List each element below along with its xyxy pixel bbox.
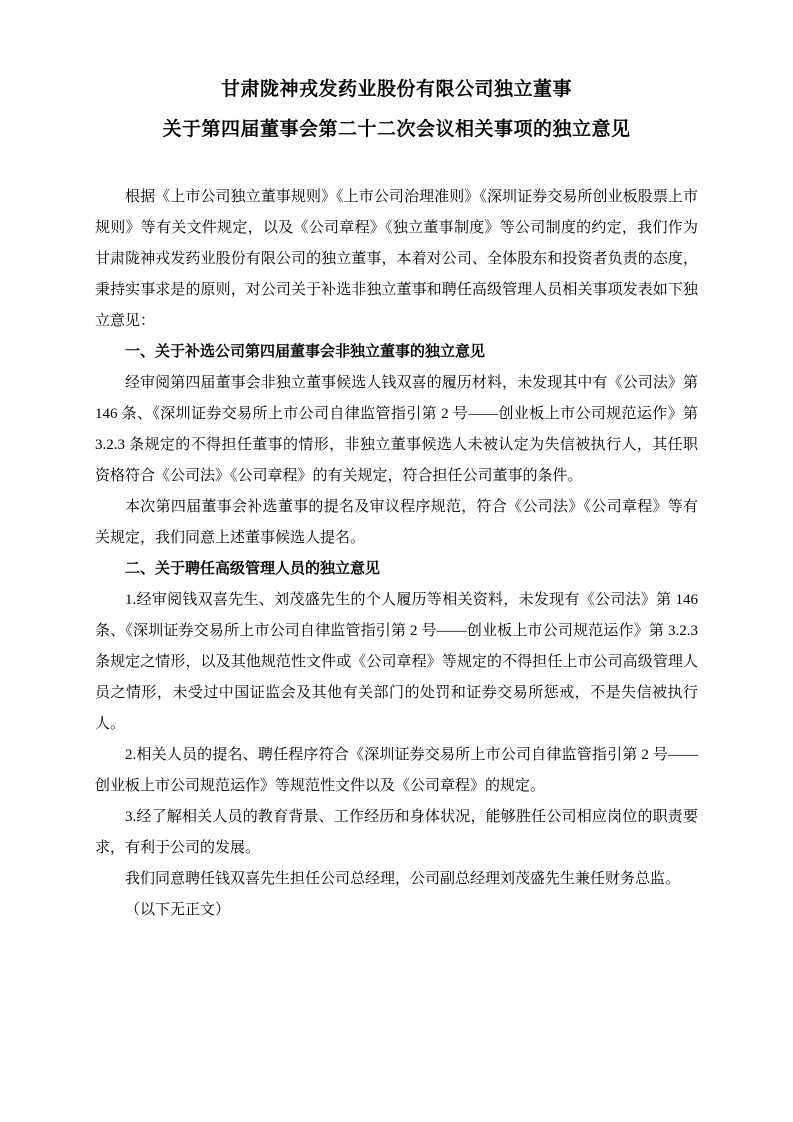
section-2-heading: 二、关于聘任高级管理人员的独立意见: [125, 561, 381, 577]
no-more-text-note: （以下无正文）: [125, 902, 231, 918]
document-body: [95, 182, 698, 926]
section-1-paragraph-1: 经审阅第四届董事会非独立董事候选人钱双喜的履历材料，未发现其中有《公司法》第 146 条、《深圳证券交易所上市公司自律监管指引第 2 号——创业板上市公司规范运作》第 3.2.3 条规定的不得担任董事的情形，非独立董事候选人未被认定为失信被执行人，其任职资格符合《公司法》《公司章程》的有关规定，符合担任公司董事的条件。: [95, 375, 698, 484]
section-2-item-3: 3.经了解相关人员的教育背景、工作经历和身体状况，能够胜任公司相应岗位的职责要求，有利于公司的发展。: [95, 809, 698, 856]
conclusion-paragraph: 我们同意聘任钱双喜先生担任公司总经理，公司副总经理刘茂盛先生兼任财务总监。: [125, 871, 681, 887]
section-2-item-1: 1.经审阅钱双喜先生、刘茂盛先生的个人履历等相关资料，未发现有《公司法》第 146 条、《深圳证券交易所上市公司自律监管指引第 2 号——创业板上市公司规范运作》第 3.2.3 条规定之情形，以及其他规范性文件或《公司章程》等规定的不得担任上市公司高级管理人员之情形，未受过中国证监会及其他有关部门的处罚和证券交易所惩戒，不是失信被执行人。: [95, 592, 698, 732]
intro-paragraph: 根据《上市公司独立董事规则》《上市公司治理准则》《深圳证券交易所创业板股票上市规则》等有关文件规定，以及《公司章程》《独立董事制度》等公司制度的约定，我们作为甘肃陇神戎发药业股份有限公司的独立董事，本着对公司、全体股东和投资者负责的态度，秉持实事求是的原则，对公司关于补选非独立董事和聘任高级管理人员相关事项发表如下独立意见：: [95, 189, 698, 329]
section-2-item-2: 2.相关人员的提名、聘任程序符合《深圳证券交易所上市公司自律监管指引第 2 号——创业板上市公司规范运作》等规范性文件以及《公司章程》的规定。: [95, 747, 698, 794]
section-1-heading: 一、关于补选公司第四届董事会非独立董事的独立意见: [125, 344, 486, 360]
document-title-line-1: 甘肃陇神戎发药业股份有限公司独立董事: [220, 79, 572, 100]
document-title: [95, 70, 698, 150]
section-1-paragraph-2: 本次第四届董事会补选董事的提名及审议程序规范，符合《公司法》《公司章程》等有关规定，我们同意上述董事候选人提名。: [95, 499, 698, 546]
document-title-line-2: 关于第四届董事会第二十二次会议相关事项的独立意见: [162, 119, 631, 140]
